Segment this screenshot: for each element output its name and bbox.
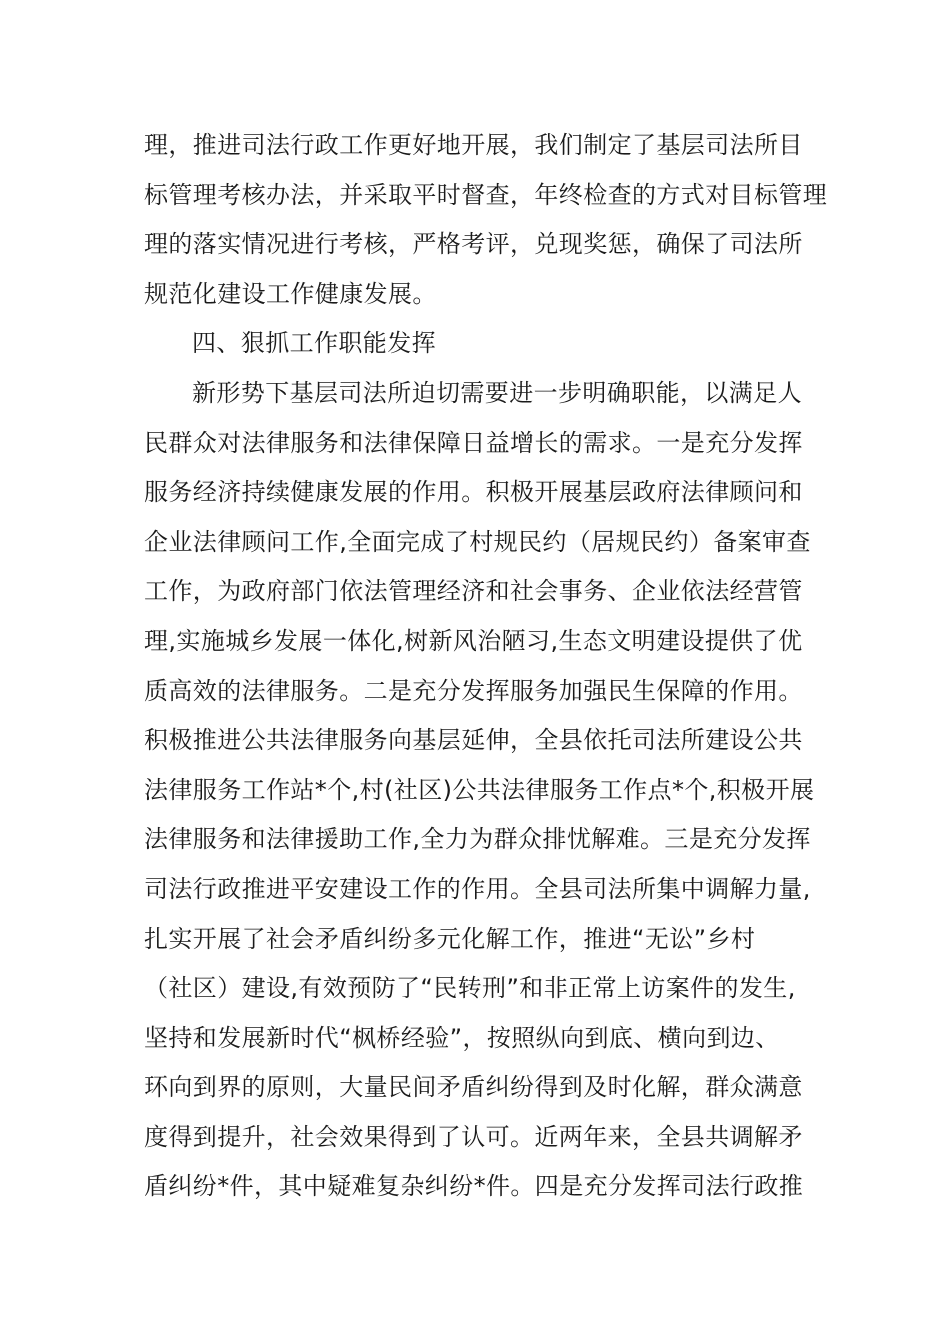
text-line: 扎实开展了社会矛盾纠纷多元化解工作，推进“无讼”乡村	[144, 924, 756, 953]
text-line: 企业法律顾问工作,全面完成了村规民约（居规民约）备案审查	[144, 527, 811, 556]
text-line: 新形势下基层司法所迫切需要进一步明确职能，以满足人	[192, 378, 802, 407]
text-line: 民群众对法律服务和法律保障日益增长的需求。一是充分发挥	[144, 428, 803, 457]
section-heading: 四、狠抓工作职能发挥	[192, 329, 436, 358]
text-line: 质高效的法律服务。二是充分发挥服务加强民生保障的作用。	[144, 676, 803, 705]
text-line: 规范化建设工作健康发展。	[144, 279, 437, 308]
text-line: （社区）建设,有效预防了“民转刑”和非正常上访案件的发生,	[144, 974, 796, 1003]
text-line: 环向到界的原则，大量民间矛盾纠纷得到及时化解，群众满意	[144, 1073, 803, 1102]
text-line: 服务经济持续健康发展的作用。积极开展基层政府法律顾问和	[144, 478, 803, 507]
text-line: 盾纠纷*件，其中疑难复杂纠纷*件。四是充分发挥司法行政推	[144, 1172, 804, 1201]
text-line: 度得到提升，社会效果得到了认可。近两年来，全县共调解矛	[144, 1122, 803, 1151]
text-line: 司法行政推进平安建设工作的作用。全县司法所集中调解力量,	[144, 874, 811, 903]
text-line: 标管理考核办法，并采取平时督查，年终检查的方式对目标管理	[144, 180, 828, 209]
text-line: 理的落实情况进行考核，严格考评，兑现奖惩，确保了司法所	[144, 230, 803, 259]
document-body	[144, 121, 828, 1212]
text-line: 法律服务工作站*个,村(社区)公共法律服务工作点*个,积极开展	[144, 775, 815, 804]
text-line: 法律服务和法律援助工作,全力为群众排忧解难。三是充分发挥	[144, 825, 811, 854]
text-line: 工作，为政府部门依法管理经济和社会事务、企业依法经营管	[144, 577, 803, 606]
text-line: 坚持和发展新时代“枫桥经验”，按照纵向到底、横向到边、	[144, 1023, 780, 1052]
text-line: 理，推进司法行政工作更好地开展，我们制定了基层司法所目	[144, 131, 803, 159]
text-line: 理,实施城乡发展一体化,树新风治陋习,生态文明建设提供了优	[144, 626, 803, 655]
text-line: 积极推进公共法律服务向基层延伸，全县依托司法所建设公共	[144, 726, 803, 755]
